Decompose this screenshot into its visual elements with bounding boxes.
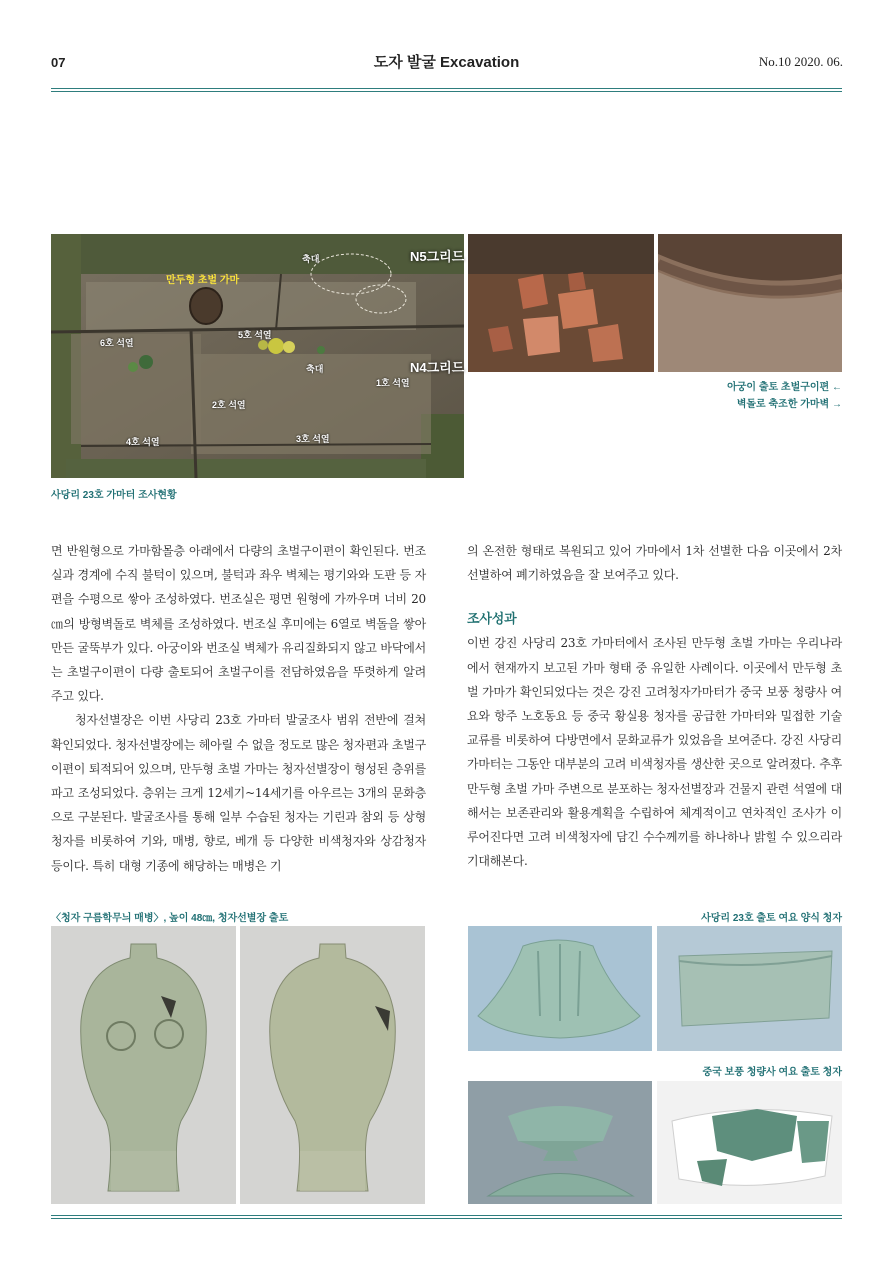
site-aerial-photo bbox=[51, 234, 464, 478]
body-paragraph: 청자선별장은 이번 사당리 23호 가마터 발굴조사 범위 전반에 걸쳐 확인되었다. 청자선별장에는 헤아릴 수 없을 정도로 많은 청자편과 초벌구이편이 퇴적되어 있으며, 만두형 초벌 가마는 청자선별장이 형성된 층위를 파고 조성되었다. 층위는 크게 12세기~14세기를 아우르는 3개의 문화층으로 구분된다. 발굴조사를 통해 일부 수습된 청자는 기린과 참외 등 상형 청자를 비롯하여 기와, 매병, 향로, 베개 등 다양한 비색청자와 상감청자 등이다. 특히 대형 기종에 해당하는 매병은 기 bbox=[51, 713, 426, 873]
label-seogyeol-5: 5호 석열 bbox=[238, 330, 272, 340]
yeoyo-celadon-photo-1 bbox=[468, 926, 652, 1051]
china-celadon-photo-1 bbox=[468, 1081, 652, 1204]
magazine-section-title: 도자 발굴 Excavation bbox=[373, 54, 520, 71]
label-seogyeol-3: 3호 석열 bbox=[296, 434, 330, 444]
label-seogyeol-2: 2호 석열 bbox=[212, 400, 246, 410]
brick-kiln-wall-photo bbox=[658, 234, 842, 372]
maebyeong-caption: 〈청자 구름학무늬 매병〉, 높이 48㎝, 청자선별장 출토 bbox=[51, 913, 289, 924]
label-kiln: 만두형 초벌 가마 bbox=[166, 275, 240, 286]
label-n4-grid: N4그리드 bbox=[410, 360, 465, 375]
body-paragraph: 의 온전한 형태로 복원되고 있어 가마에서 1차 선별한 다음 이곳에서 2차 선별하여 폐기하였음을 잘 보여주고 있다. bbox=[467, 544, 842, 583]
yeoyo-celadon-photo-2 bbox=[657, 926, 842, 1051]
issue-number: No.10 2020. 06. bbox=[758, 54, 843, 69]
page-number: 07 bbox=[51, 55, 66, 70]
body-left-column bbox=[51, 539, 426, 878]
china-celadon-photo-2 bbox=[657, 1081, 842, 1204]
firebox-sherds-photo bbox=[468, 234, 654, 372]
header-rule bbox=[51, 88, 842, 89]
body-paragraph: 면 반원형으로 가마함몰층 아래에서 다량의 초벌구이편이 확인된다. 번조실과 경계에 수직 불턱이 있으며, 불턱과 좌우 벽체는 평기와와 도판 등 자편을 수평으로 쌓아 조성하였다. 번조실은 평면 원형에 가까우며 너비 20㎝의 방형벽돌로 벽체를 조성하였다. 번조실 후미에는 6열로 벽돌을 쌓아 만든 굴뚝부가 있다. 아궁이와 번조실 벽체가 유리질화되지 않고 바닥에서는 초벌구이편이 다량 출토되어 초벌구이를 전담하였음을 뚜렷하게 알려주고 있다. bbox=[51, 544, 426, 704]
label-chukdae-1: 축대 bbox=[302, 254, 320, 264]
label-seogyeol-4: 4호 석열 bbox=[126, 437, 160, 447]
kiln-detail-caption-1: 아궁이 출토 초벌구이편 ← bbox=[727, 382, 842, 393]
china-celadon-caption: 중국 보풍 청량사 여요 출토 청자 bbox=[702, 1067, 842, 1078]
footer-rule bbox=[51, 1215, 842, 1216]
yeoyo-caption: 사당리 23호 출토 여요 양식 청자 bbox=[701, 913, 842, 924]
label-n5-grid: N5그리드 bbox=[410, 249, 465, 264]
body-right-column bbox=[467, 539, 842, 873]
body-paragraph: 이번 강진 사당리 23호 가마터에서 조사된 만두형 초벌 가마는 우리나라에서 현재까지 보고된 가마 형태 중 유일한 사례이다. 이곳에서 만두형 초벌 가마가 확인되었다는 것은 강진 고려청자가마터가 중국 보풍 청량사 여요와 항주 노호동요 등 중국 황실용 청자를 공급한 가마터와 밀접한 기술교류를 비롯하여 다방면에서 문화교류가 있었음을 보여준다. 강진 사당리가마터는 그동안 대부분의 고려 비색청자를 생산한 곳으로 알려졌다. 추후 만두형 초벌 가마 주변으로 분포하는 청자선별장과 건물지 관련 석열에 대해서는 보존관리와 활용계획을 수립하여 체계적이고 연차적인 조사가 이루어진다면 고려 비색청자에 담긴 수수께끼를 하나하나 밝힐 수 있으리라 기대해본다. bbox=[467, 636, 842, 869]
maebyeong-photo-back bbox=[240, 926, 425, 1204]
site-photo-caption: 사당리 23호 가마터 조사현황 bbox=[51, 490, 177, 501]
label-seogyeol-6: 6호 석열 bbox=[100, 338, 134, 348]
footer-rule-thin bbox=[51, 1218, 842, 1219]
maebyeong-photo-front bbox=[51, 926, 236, 1204]
header-rule-thin bbox=[51, 91, 842, 92]
kiln-detail-caption-2: 벽돌로 축조한 가마벽 → bbox=[736, 399, 842, 410]
label-chukdae-2: 축대 bbox=[306, 364, 324, 374]
section-heading: 조사성과 bbox=[467, 611, 517, 627]
label-seogyeol-1: 1호 석열 bbox=[376, 378, 410, 388]
